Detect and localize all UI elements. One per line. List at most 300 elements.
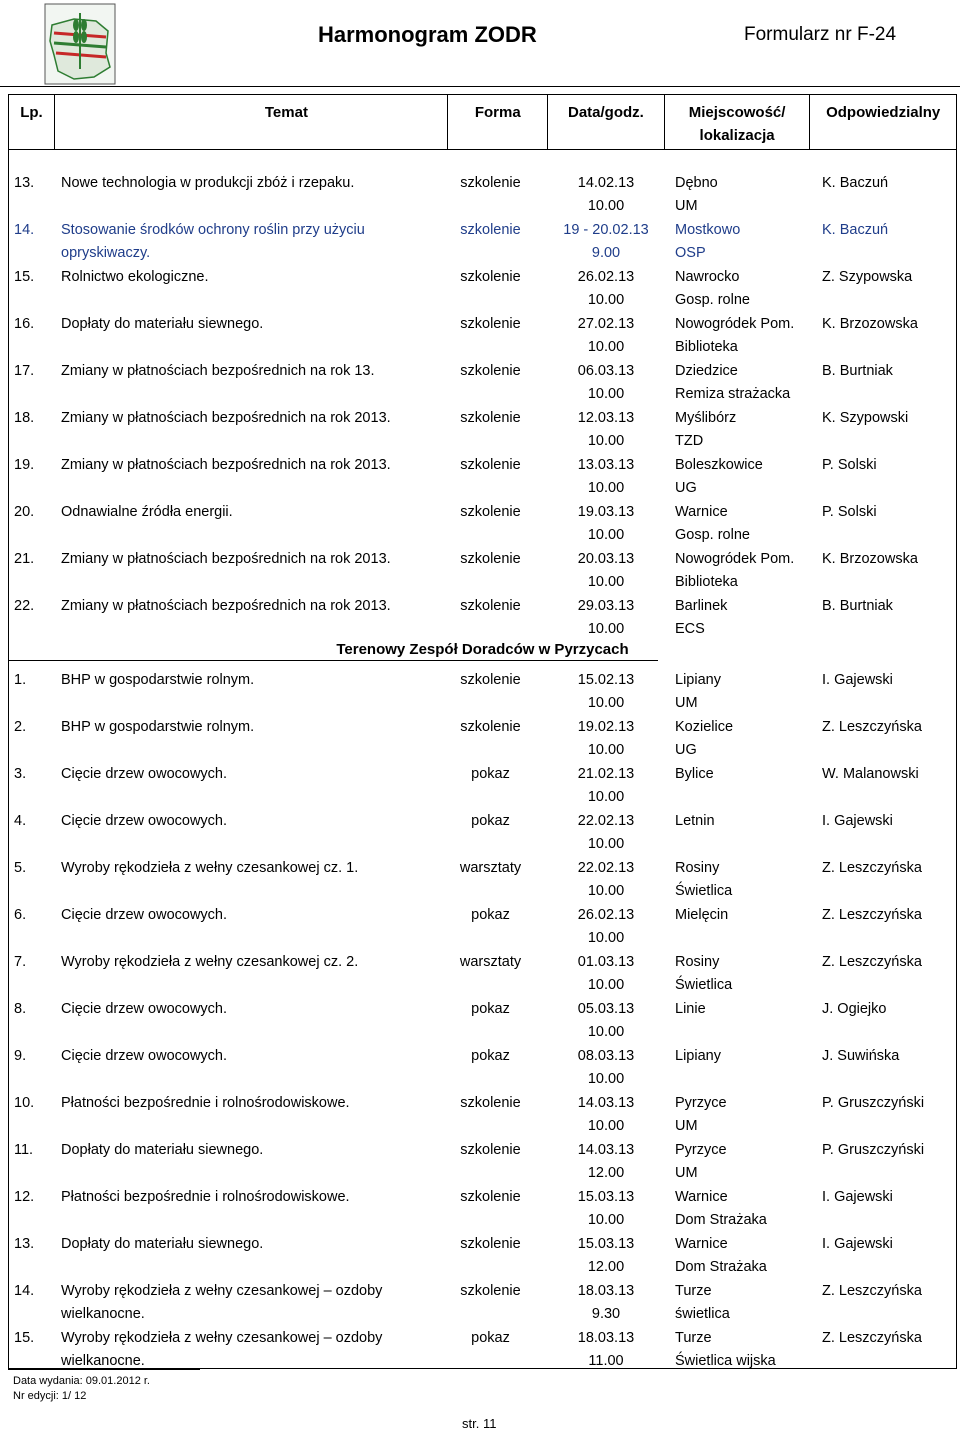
row-date <box>556 595 656 641</box>
row-lp <box>14 1186 56 1209</box>
row-responsible <box>822 1186 957 1209</box>
table-row <box>8 946 957 993</box>
row-responsible <box>822 716 957 739</box>
edition-number: Nr edycji: 1/ 12 <box>13 1390 87 1402</box>
row-date-text: 10.00 <box>587 977 625 993</box>
row-responsible <box>822 1045 957 1068</box>
row-place-text: Mostkowo <box>675 222 741 238</box>
row-responsible-text: B. Burtniak <box>822 598 893 614</box>
row-responsible-text: B. Burtniak <box>822 363 893 379</box>
row-date <box>556 810 656 856</box>
table-row <box>8 993 957 1040</box>
row-form <box>453 1139 528 1162</box>
row-date-text: 10.00 <box>587 836 625 852</box>
row-lp <box>14 501 56 524</box>
row-date-text: 10.00 <box>587 695 625 711</box>
row-date-text: 10.00 <box>587 1212 625 1228</box>
row-date <box>556 1233 656 1279</box>
row-date <box>556 501 656 547</box>
row-responsible <box>822 1280 957 1303</box>
row-lp <box>14 1092 56 1115</box>
row-form <box>453 219 528 242</box>
row-date-text: 10.00 <box>587 742 625 758</box>
row-responsible-text: Z. Leszczyńska <box>822 719 922 735</box>
row-place-text: Linie <box>675 1001 706 1017</box>
row-place <box>675 1327 815 1373</box>
row-form-text: pokaz <box>471 1330 510 1346</box>
row-place-text: Mielęcin <box>675 907 729 923</box>
row-place-text: TZD <box>675 433 704 449</box>
row-responsible-text: W. Malanowski <box>822 766 919 782</box>
row-date <box>556 857 656 903</box>
row-lp <box>14 454 56 477</box>
row-place-text: UM <box>675 1165 698 1181</box>
row-form-text: pokaz <box>471 1048 510 1064</box>
row-topic-text: Zmiany w płatnościach bezpośrednich na rok 2013. <box>61 551 391 567</box>
row-place-text: ECS <box>675 621 705 637</box>
row-lp <box>14 266 56 289</box>
row-place <box>675 266 815 312</box>
row-place <box>675 1092 815 1138</box>
row-lp <box>14 998 56 1021</box>
row-place-text: Warnice <box>675 1189 728 1205</box>
row-place <box>675 904 815 927</box>
row-form-text: pokaz <box>471 813 510 829</box>
row-date <box>556 219 656 265</box>
row-lp-text: 14. <box>14 222 35 238</box>
row-responsible <box>822 595 957 618</box>
row-place <box>675 407 815 453</box>
row-topic <box>61 501 441 524</box>
row-lp <box>14 669 56 692</box>
row-responsible-text: Z. Szypowska <box>822 269 913 285</box>
row-date-text: 19.03.13 <box>577 504 635 520</box>
row-form <box>453 360 528 383</box>
row-topic <box>61 763 441 786</box>
row-place-text: Dziedzice <box>675 363 738 379</box>
row-form <box>453 1045 528 1068</box>
row-responsible-text: Z. Leszczyńska <box>822 860 922 876</box>
row-place-text: OSP <box>675 245 706 261</box>
row-date-text: 18.03.13 <box>577 1330 635 1346</box>
row-lp-text: 15. <box>14 269 35 285</box>
row-lp <box>14 1280 56 1303</box>
table-row <box>8 261 957 308</box>
row-form <box>453 1092 528 1115</box>
row-place-text: Myślibórz <box>675 410 737 426</box>
row-responsible-text: I. Gajewski <box>822 813 893 829</box>
row-responsible-text: P. Solski <box>822 504 877 520</box>
row-form <box>453 904 528 927</box>
row-form <box>453 1280 528 1303</box>
row-lp <box>14 810 56 833</box>
row-place-text: Pyrzyce <box>675 1095 727 1111</box>
row-topic <box>61 172 441 195</box>
row-topic-text: Wyroby rękodzieła z wełny czesankowej – ozdoby wielkanocne. <box>61 1330 383 1369</box>
footer-divider <box>8 1369 200 1370</box>
table-row <box>8 496 957 543</box>
row-lp <box>14 360 56 383</box>
row-place <box>675 998 815 1021</box>
row-date-text: 10.00 <box>587 386 625 402</box>
row-place-text: Świetlica wijska <box>675 1353 776 1369</box>
row-place <box>675 1139 815 1185</box>
row-responsible <box>822 1233 957 1256</box>
row-responsible <box>822 266 957 289</box>
row-responsible-text: Z. Leszczyńska <box>822 907 922 923</box>
row-lp-text: 15. <box>14 1330 35 1346</box>
row-date <box>556 1280 656 1326</box>
row-topic-text: Płatności bezpośrednie i rolnośrodowiskowe. <box>61 1189 350 1205</box>
row-topic-text: Zmiany w płatnościach bezpośrednich na rok 2013. <box>61 598 391 614</box>
row-date-text: 12.00 <box>587 1259 625 1275</box>
row-date-text: 29.03.13 <box>577 598 635 614</box>
row-topic-text: Stosowanie środków ochrony roślin przy użyciu opryskiwaczy. <box>61 222 365 261</box>
row-form <box>453 810 528 833</box>
row-place <box>675 1280 815 1326</box>
row-responsible <box>822 1139 957 1162</box>
row-form-text: szkolenie <box>460 175 521 191</box>
row-topic-text: BHP w gospodarstwie rolnym. <box>61 672 255 688</box>
row-responsible <box>822 501 957 524</box>
row-topic-text: Dopłaty do materiału siewnego. <box>61 316 264 332</box>
row-place-text: Boleszkowice <box>675 457 763 473</box>
row-date <box>556 1327 656 1373</box>
row-topic <box>61 1045 441 1068</box>
table-row <box>8 664 957 711</box>
table-row <box>8 1181 957 1228</box>
row-form <box>453 501 528 524</box>
row-topic <box>61 548 441 571</box>
row-lp <box>14 951 56 974</box>
row-date-text: 22.02.13 <box>577 813 635 829</box>
row-lp-text: 1. <box>14 672 27 688</box>
row-responsible-text: I. Gajewski <box>822 1236 893 1252</box>
row-place-text: UM <box>675 198 698 214</box>
row-form-text: szkolenie <box>460 1236 521 1252</box>
row-responsible-text: K. Brzozowska <box>822 316 918 332</box>
row-topic <box>61 810 441 833</box>
row-responsible-text: P. Gruszczyński <box>822 1142 925 1158</box>
row-date-text: 10.00 <box>587 433 625 449</box>
row-responsible <box>822 1092 957 1115</box>
row-date <box>556 1186 656 1232</box>
row-topic-text: Dopłaty do materiału siewnego. <box>61 1142 264 1158</box>
row-date-text: 9.30 <box>591 1306 621 1322</box>
row-responsible <box>822 763 957 786</box>
row-date <box>556 172 656 218</box>
row-place <box>675 548 815 594</box>
row-place-text: Rosiny <box>675 954 720 970</box>
row-place <box>675 716 815 762</box>
row-form-text: pokaz <box>471 1001 510 1017</box>
row-place-text: Biblioteka <box>675 339 738 355</box>
row-place-text: Dębno <box>675 175 718 191</box>
row-place-text: świetlica <box>675 1306 730 1322</box>
row-date-text: 9.00 <box>591 245 621 261</box>
row-responsible <box>822 219 957 242</box>
row-topic-text: Nowe technologia w produkcji zbóż i rzepaku. <box>61 175 355 191</box>
row-topic-text: Płatności bezpośrednie i rolnośrodowiskowe. <box>61 1095 350 1111</box>
row-date-text: 15.03.13 <box>577 1236 635 1252</box>
row-place-text: Lipiany <box>675 1048 721 1064</box>
row-date-text: 22.02.13 <box>577 860 635 876</box>
row-date-text: 13.03.13 <box>577 457 635 473</box>
row-date-text: 20.03.13 <box>577 551 635 567</box>
row-topic-text: Wyroby rękodzieła z wełny czesankowej – ozdoby wielkanocne. <box>61 1283 383 1322</box>
row-place-text: Warnice <box>675 1236 728 1252</box>
row-topic <box>61 951 441 974</box>
row-place-text: Gosp. rolne <box>675 527 750 543</box>
row-topic-text: Cięcie drzew owocowych. <box>61 1001 228 1017</box>
row-place <box>675 810 815 833</box>
row-topic <box>61 219 441 265</box>
row-date-text: 10.00 <box>587 1071 625 1087</box>
row-responsible <box>822 172 957 195</box>
row-date-text: 14.03.13 <box>577 1095 635 1111</box>
table-row <box>8 758 957 805</box>
row-form <box>453 1327 528 1350</box>
row-lp <box>14 172 56 195</box>
table-row <box>8 1275 957 1322</box>
row-form <box>453 857 528 880</box>
row-topic <box>61 1092 441 1115</box>
row-form <box>453 172 528 195</box>
row-topic <box>61 1233 441 1256</box>
row-lp-text: 4. <box>14 813 27 829</box>
row-place <box>675 857 815 903</box>
row-responsible-text: P. Gruszczyński <box>822 1095 925 1111</box>
row-date-text: 10.00 <box>587 1024 625 1040</box>
row-date-text: 10.00 <box>587 930 625 946</box>
row-date-text: 19.02.13 <box>577 719 635 735</box>
row-date-text: 10.00 <box>587 789 625 805</box>
row-lp-text: 3. <box>14 766 27 782</box>
row-lp-text: 22. <box>14 598 35 614</box>
row-date-text: 10.00 <box>587 339 625 355</box>
row-form-text: szkolenie <box>460 551 521 567</box>
row-place <box>675 313 815 359</box>
row-lp-text: 21. <box>14 551 35 567</box>
row-topic-text: BHP w gospodarstwie rolnym. <box>61 719 255 735</box>
row-responsible-text: P. Solski <box>822 457 877 473</box>
row-topic-text: Dopłaty do materiału siewnego. <box>61 1236 264 1252</box>
table-row <box>8 852 957 899</box>
row-date <box>556 1045 656 1091</box>
row-date <box>556 454 656 500</box>
row-place <box>675 219 815 265</box>
row-place-text: Bylice <box>675 766 714 782</box>
table-row <box>8 805 957 852</box>
row-form <box>453 454 528 477</box>
row-date <box>556 360 656 406</box>
row-date-text: 18.03.13 <box>577 1283 635 1299</box>
row-topic-text: Wyroby rękodzieła z wełny czesankowej cz. 2. <box>61 954 359 970</box>
row-date <box>556 1139 656 1185</box>
row-responsible-text: J. Suwińska <box>822 1048 900 1064</box>
table-row <box>8 711 957 758</box>
row-form-text: szkolenie <box>460 719 521 735</box>
row-form <box>453 669 528 692</box>
row-lp <box>14 219 56 242</box>
row-form-text: szkolenie <box>460 672 521 688</box>
table-row <box>8 214 957 261</box>
row-responsible <box>822 810 957 833</box>
row-date <box>556 548 656 594</box>
row-place-text: Biblioteka <box>675 574 738 590</box>
row-date <box>556 763 656 809</box>
row-topic <box>61 407 441 430</box>
row-lp-text: 14. <box>14 1283 35 1299</box>
row-form <box>453 763 528 786</box>
row-place-text: Letnin <box>675 813 715 829</box>
row-topic <box>61 904 441 927</box>
row-place-text: Barlinek <box>675 598 728 614</box>
row-lp-text: 13. <box>14 175 35 191</box>
row-date-text: 21.02.13 <box>577 766 635 782</box>
row-responsible <box>822 998 957 1021</box>
row-date <box>556 266 656 312</box>
row-place-text: Lipiany <box>675 672 721 688</box>
row-date <box>556 407 656 453</box>
issue-date: Data wydania: 09.01.2012 r. <box>13 1375 150 1387</box>
table-row <box>8 1087 957 1134</box>
row-date-text: 10.00 <box>587 480 625 496</box>
row-lp-text: 6. <box>14 907 27 923</box>
row-place <box>675 951 815 997</box>
table-header <box>8 94 957 150</box>
row-responsible-text: Z. Leszczyńska <box>822 1283 922 1299</box>
row-topic-text: Zmiany w płatnościach bezpośrednich na rok 13. <box>61 363 375 379</box>
row-topic-text: Odnawialne źródła energii. <box>61 504 233 520</box>
row-topic-text: Zmiany w płatnościach bezpośrednich na rok 2013. <box>61 410 391 426</box>
row-lp <box>14 1045 56 1068</box>
row-place <box>675 763 815 786</box>
row-form <box>453 407 528 430</box>
row-topic <box>61 454 441 477</box>
row-form-text: szkolenie <box>460 504 521 520</box>
row-topic-text: Zmiany w płatnościach bezpośrednich na rok 2013. <box>61 457 391 473</box>
row-topic <box>61 857 441 880</box>
row-form-text: szkolenie <box>460 1283 521 1299</box>
row-responsible <box>822 407 957 430</box>
row-lp <box>14 1327 56 1350</box>
row-date-text: 10.00 <box>587 527 625 543</box>
row-form-text: warsztaty <box>459 954 522 970</box>
row-date-text: 08.03.13 <box>577 1048 635 1064</box>
section-title: Terenowy Zespół Doradców w Pyrzycach <box>336 641 629 658</box>
row-lp <box>14 904 56 927</box>
schedule-table <box>8 167 957 637</box>
row-lp <box>14 716 56 739</box>
row-lp-text: 19. <box>14 457 35 473</box>
row-topic <box>61 595 441 618</box>
row-responsible <box>822 360 957 383</box>
row-lp-text: 11. <box>14 1142 34 1158</box>
row-form-text: szkolenie <box>460 598 521 614</box>
row-form-text: pokaz <box>471 766 510 782</box>
row-responsible <box>822 454 957 477</box>
row-topic <box>61 669 441 692</box>
document-title: Harmonogram ZODR <box>318 22 537 47</box>
row-form-text: szkolenie <box>460 269 521 285</box>
row-date <box>556 998 656 1044</box>
zodr-logo-icon <box>44 3 116 85</box>
row-responsible <box>822 904 957 927</box>
table-row <box>8 167 957 214</box>
row-place <box>675 360 815 406</box>
row-lp-text: 8. <box>14 1001 27 1017</box>
table-row <box>8 590 957 637</box>
row-form-text: szkolenie <box>460 1095 521 1111</box>
row-responsible-text: I. Gajewski <box>822 672 893 688</box>
row-responsible-text: K. Szypowski <box>822 410 909 426</box>
row-date-text: 26.02.13 <box>577 907 635 923</box>
row-place <box>675 1233 815 1279</box>
row-place-text: Turze <box>675 1330 712 1346</box>
row-topic-text: Cięcie drzew owocowych. <box>61 907 228 923</box>
row-place <box>675 1186 815 1232</box>
table-row <box>8 308 957 355</box>
row-topic <box>61 716 441 739</box>
row-place-text: UG <box>675 742 697 758</box>
row-topic-text: Wyroby rękodzieła z wełny czesankowej cz. 1. <box>61 860 359 876</box>
row-place-text: Dom Strażaka <box>675 1212 767 1228</box>
table-row <box>8 1040 957 1087</box>
row-responsible-text: K. Baczuń <box>822 222 889 238</box>
row-date-text: 10.00 <box>587 621 625 637</box>
row-date-text: 12.00 <box>587 1165 625 1181</box>
row-form-text: szkolenie <box>460 222 521 238</box>
row-place-text: Kozielice <box>675 719 734 735</box>
row-date-text: 15.02.13 <box>577 672 635 688</box>
row-form-text: szkolenie <box>460 410 521 426</box>
col-place: Miejscowość/ lokalizacja <box>665 95 811 149</box>
row-responsible-text: I. Gajewski <box>822 1189 893 1205</box>
row-place-text: UM <box>675 1118 698 1134</box>
row-lp <box>14 548 56 571</box>
row-form <box>453 1233 528 1256</box>
col-form: Forma <box>448 95 548 149</box>
row-lp-text: 20. <box>14 504 35 520</box>
row-date-text: 26.02.13 <box>577 269 635 285</box>
row-date-text: 05.03.13 <box>577 1001 635 1017</box>
row-lp <box>14 763 56 786</box>
row-place-text: Świetlica <box>675 977 733 993</box>
row-responsible <box>822 1327 957 1350</box>
row-place-text: Gosp. rolne <box>675 292 750 308</box>
row-date-text: 14.03.13 <box>577 1142 635 1158</box>
row-topic <box>61 360 441 383</box>
row-topic <box>61 1186 441 1209</box>
row-form-text: szkolenie <box>460 363 521 379</box>
row-place-text: UG <box>675 480 697 496</box>
table-row <box>8 402 957 449</box>
row-place-text: Turze <box>675 1283 712 1299</box>
row-place <box>675 454 815 500</box>
col-topic: Temat <box>55 95 449 149</box>
row-place-text: Świetlica <box>675 883 733 899</box>
row-form <box>453 266 528 289</box>
row-responsible-text: Z. Leszczyńska <box>822 1330 922 1346</box>
schedule-table-pyrzyce <box>8 664 957 1369</box>
row-place-text: Dom Strażaka <box>675 1259 767 1275</box>
row-place <box>675 669 815 715</box>
row-form-text: warsztaty <box>459 860 522 876</box>
table-row <box>8 449 957 496</box>
row-date-text: 15.03.13 <box>577 1189 635 1205</box>
form-number: Formularz nr F-24 <box>744 24 897 45</box>
